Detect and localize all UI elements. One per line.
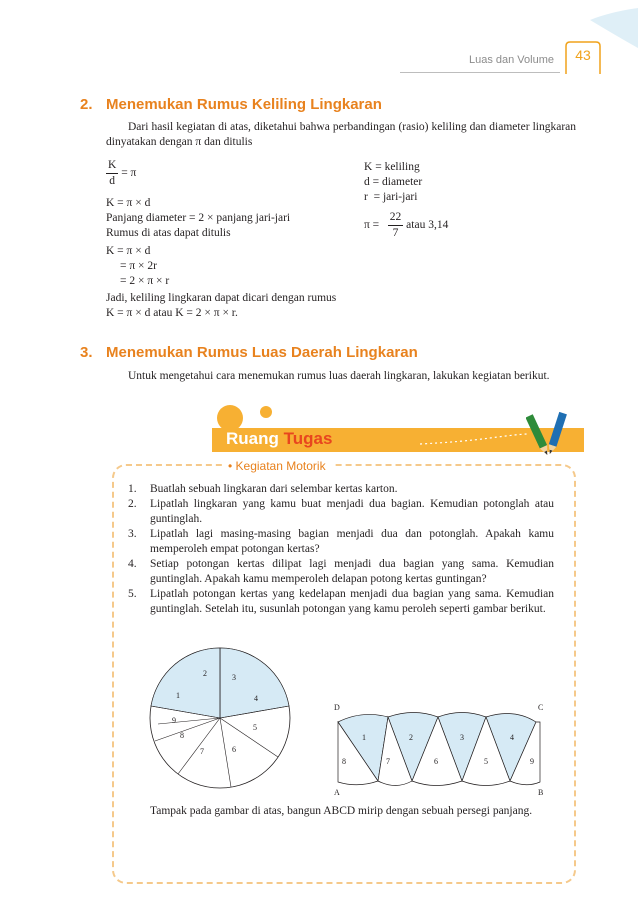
sector-label: 5	[253, 723, 257, 732]
task-step: 2. Lipatlah lingkaran yang kamu buat menjadi dua bagian. Kemudian potonglah atau guntinglah.	[128, 498, 554, 525]
formula-k-pi-d: K = π × d	[106, 197, 151, 209]
legend-jari-jari: r = jari-jari	[364, 191, 418, 203]
corner-decoration	[590, 8, 638, 48]
top-piece-label: 1	[362, 733, 366, 742]
bottom-piece-label: 5	[484, 757, 488, 766]
legend-keliling: K = keliling	[364, 161, 420, 173]
section-3-intro: Untuk mengetahui cara menemukan rumus luas daerah lingkaran, lakukan kegiatan berikut.	[128, 370, 550, 382]
rearranged-shape-diagram	[330, 700, 550, 796]
sector-label: 9	[172, 716, 176, 725]
task-step: 3. Lipatlah lagi masing-masing bagian menjadi dua dan potonglah. Apakah kamu memperoleh empat potongan kertas?	[128, 528, 554, 555]
corner-label-b: B	[538, 788, 544, 796]
corner-label-d: D	[334, 703, 340, 712]
rumus-line: Rumus di atas dapat ditulis	[106, 227, 231, 239]
sector-label: 8	[180, 731, 184, 740]
kegiatan-subtitle: • Kegiatan Motorik	[222, 459, 332, 473]
section-2-intro: Dari hasil kegiatan di atas, diketahui bahwa perbandingan (rasio) keliling dan diameter lingkaran dinyatakan dengan π dan ditulis	[106, 121, 576, 148]
page-number: 43	[575, 47, 591, 63]
bottom-piece-label: 8	[342, 757, 346, 766]
task-step: 5. Lipatlah potongan kertas yang kedelapan menjadi dua bagian yang sama. Kemudian guntinglah. Setelah itu, susunlah potongan yang kamu peroleh seperti gambar berikut.	[128, 588, 554, 615]
circle-sectors-diagram	[148, 646, 292, 790]
sector-label: 3	[232, 673, 236, 682]
sector-label: 4	[254, 694, 258, 703]
pi-value: π = $\frac{22}{7}$ atau 3,14	[364, 211, 449, 239]
top-piece-label: 2	[409, 733, 413, 742]
section-2-title: Menemukan Rumus Keliling Lingkaran	[106, 96, 382, 113]
corner-label-c: C	[538, 703, 544, 712]
task-step: 1. Buatlah sebuah lingkaran dari selembar kertas karton.	[128, 483, 398, 495]
task-steps	[128, 482, 554, 617]
formula-step-2: = π × 2r	[120, 260, 157, 272]
ratio-denominator: d	[109, 175, 116, 187]
sector-label: 7	[200, 747, 204, 756]
section-2-number: 2.	[80, 96, 93, 113]
legend-diameter: d = diameter	[364, 176, 423, 188]
sector-label: 2	[203, 669, 207, 678]
ratio-formula	[106, 158, 136, 189]
formula-step-1: K = π × d	[106, 245, 151, 257]
bottom-piece-label: 9	[530, 757, 534, 766]
sector-label: 1	[176, 691, 180, 700]
top-piece-label: 3	[460, 733, 464, 742]
formula-step-3: = 2 × π × r	[120, 275, 170, 287]
final-formula: K = π × d atau K = 2 × π × r.	[106, 307, 238, 319]
section-3-number: 3.	[80, 344, 93, 361]
task-step: 4. Setiap potongan kertas dilipat lagi menjadi dua bagian yang sama. Kemudian guntinglah. Apakah kamu memperoleh delapan potong kertas guntingan?	[128, 558, 554, 585]
sector-label: 6	[232, 745, 236, 754]
pencils-icon	[526, 410, 570, 460]
task-closing: Tampak pada gambar di atas, bangun ABCD mirip dengan sebuah persegi panjang.	[150, 805, 533, 817]
ratio-equals: = π	[121, 167, 137, 180]
section-3-title: Menemukan Rumus Luas Daerah Lingkaran	[106, 344, 418, 361]
header-rule	[400, 72, 560, 73]
dotted-flourish	[420, 432, 530, 448]
diameter-relation: Panjang diameter = 2 × panjang jari-jari	[106, 212, 291, 224]
bottom-piece-label: 7	[386, 757, 390, 766]
bottom-piece-label: 6	[434, 757, 438, 766]
running-title: Luas dan Volume	[468, 54, 554, 66]
ruang-tugas-title: Ruang Tugas	[226, 429, 333, 448]
corner-label-a: A	[334, 788, 340, 796]
conclusion-line: Jadi, keliling lingkaran dapat dicari dengan rumus	[106, 292, 337, 304]
ratio-numerator: K	[106, 158, 118, 174]
top-piece-label: 4	[510, 733, 514, 742]
